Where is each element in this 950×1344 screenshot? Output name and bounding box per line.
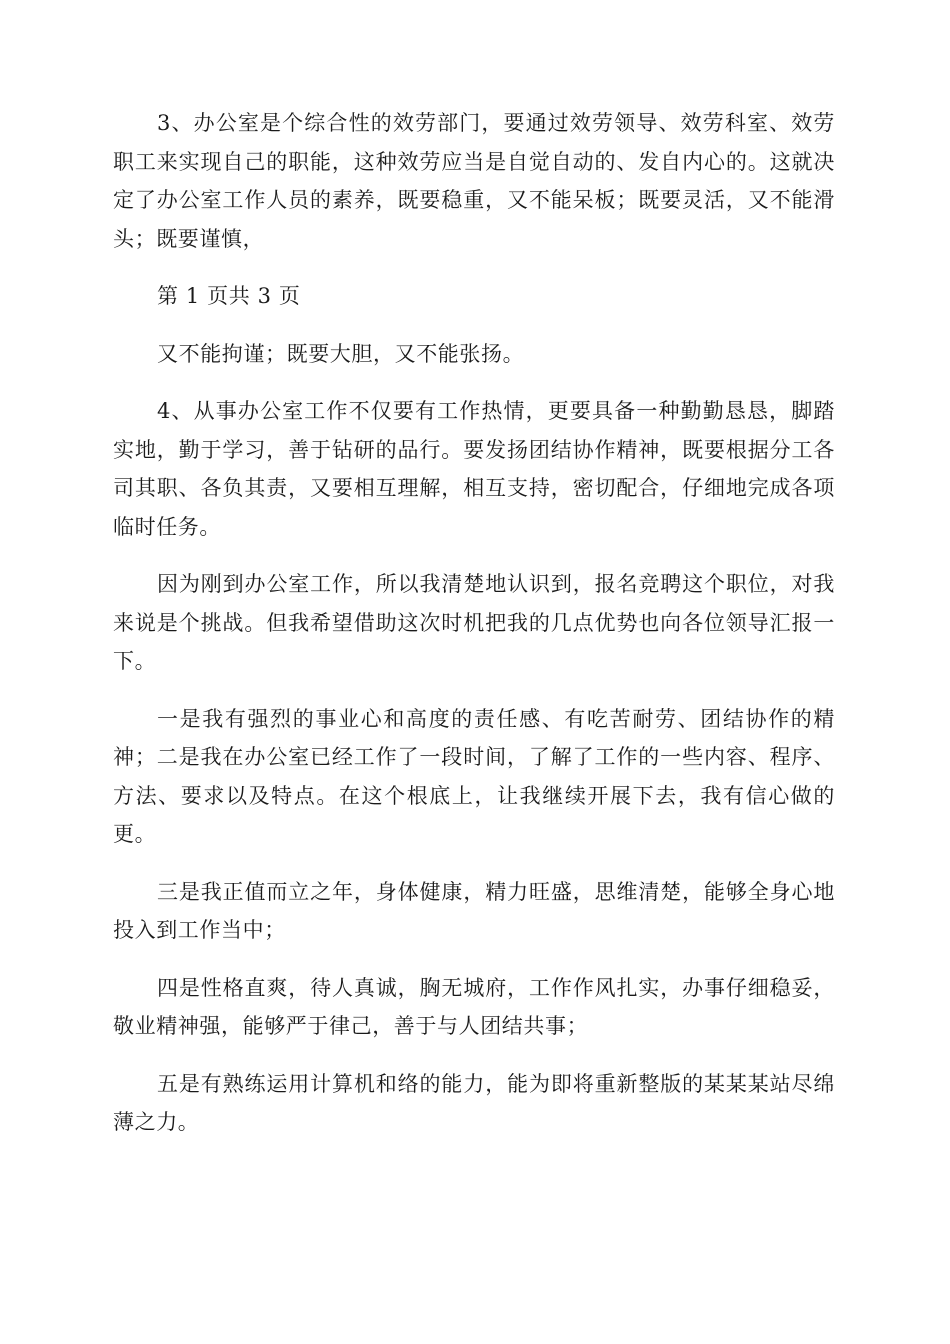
page-number-marker: 第 1 页共 3 页 xyxy=(157,284,301,308)
paragraph-continuation: 又不能拘谨；既要大胆，又不能张扬。 xyxy=(157,341,525,366)
paragraph-3: 3、办公室是个综合性的效劳部门，要通过效劳领导、效劳科室、效劳职工来实现自己的职能，这种效劳应当是自觉自动的、发自内心的。这就决定了办公室工作人员的素养，既要稳重，又不能呆板；既要灵活，又不能滑头；既要谨慎， xyxy=(113,111,835,251)
paragraph-advantage-5: 五是有熟练运用计算机和络的能力，能为即将重新整版的某某某站尽绵薄之力。 xyxy=(113,1071,835,1134)
document-page xyxy=(113,104,835,1161)
paragraph-4: 4、从事办公室工作不仅要有工作热情，更要具备一种勤勤恳恳，脚踏实地，勤于学习，善于钻研的品行。要发扬团结协作精神，既要根据分工各司其职、各负其责，又要相互理解，相互支持，密切配合，仔细地完成各项临时任务。 xyxy=(113,399,835,539)
paragraph-advantage-3: 三是我正值而立之年，身体健康，精力旺盛，思维清楚，能够全身心地投入到工作当中； xyxy=(113,879,835,942)
paragraph-advantage-1-2: 一是我有强烈的事业心和高度的责任感、有吃苦耐劳、团结协作的精神；二是我在办公室已经工作了一段时间，了解了工作的一些内容、程序、方法、要求以及特点。在这个根底上，让我继续开展下去，我有信心做的更。 xyxy=(113,706,835,846)
paragraph-advantage-4: 四是性格直爽，待人真诚，胸无城府，工作作风扎实，办事仔细稳妥，敬业精神强，能够严于律己，善于与人团结共事； xyxy=(113,975,835,1038)
paragraph-challenge: 因为刚到办公室工作，所以我清楚地认识到，报名竞聘这个职位，对我来说是个挑战。但我希望借助这次时机把我的几点优势也向各位领导汇报一下。 xyxy=(113,572,835,673)
